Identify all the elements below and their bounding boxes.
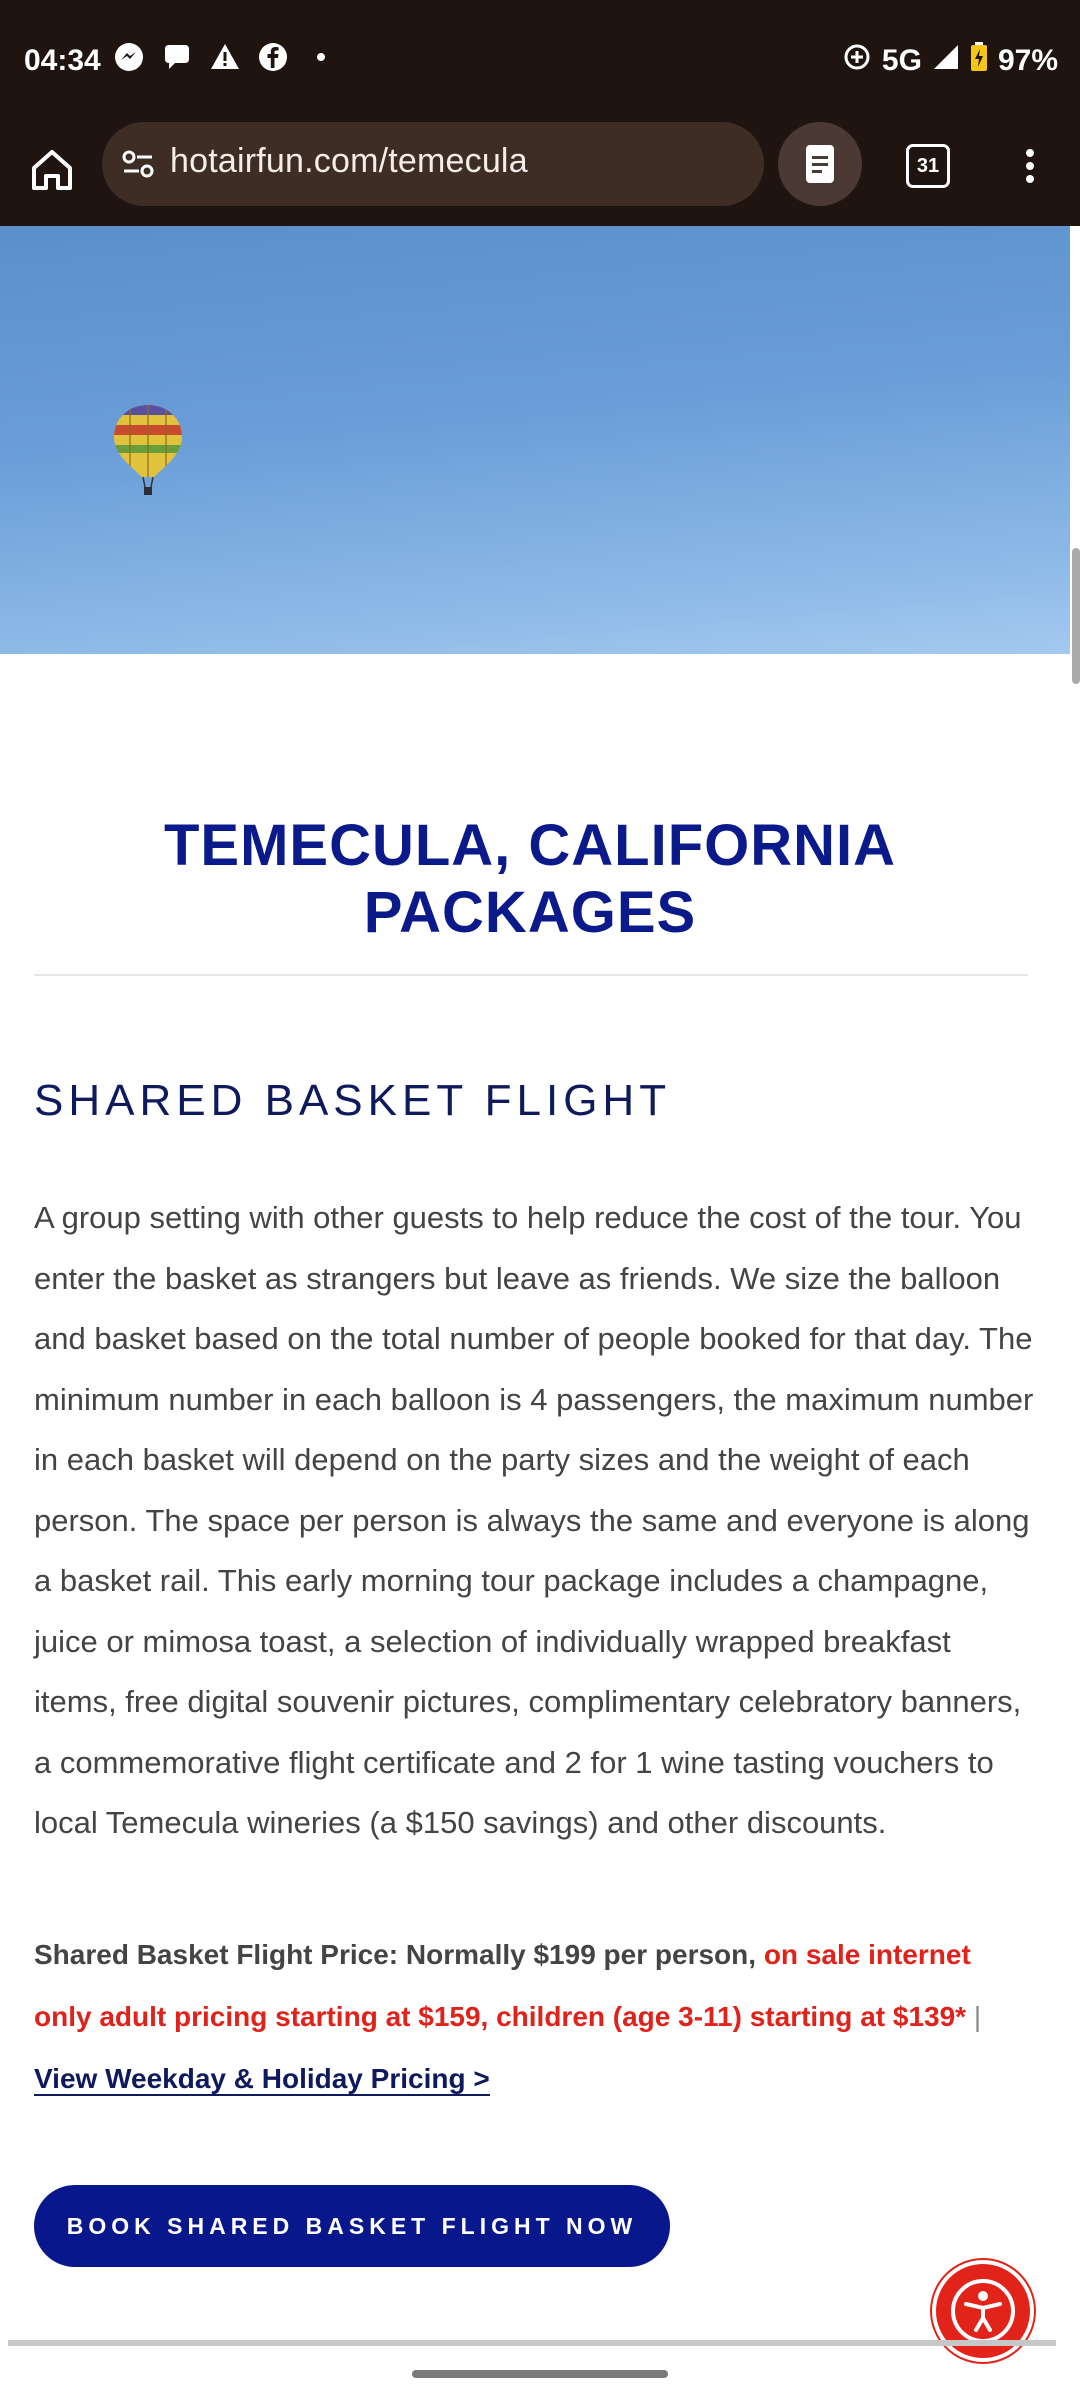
notification-icons bbox=[112, 40, 338, 74]
price-separator: | bbox=[973, 2001, 982, 2032]
chat-icon bbox=[160, 40, 194, 74]
package-description: A group setting with other guests to help reduce the cost of the tour. You enter the basket as strangers but leave as friends. We size the balloon and basket based on the total number of people booked for that day. The minimum number in each balloon is 4 passengers, the maximum number in each basket will depend on the party sizes and the weight of each person. The space per person is always the same and everyone is along a basket rail. This early morning tour package includes a champagne, juice or mimosa toast, a selection of individually wrapped breakfast items, free digital souvenir pictures, complimentary celebratory banners, a commemorative flight certificate and 2 for 1 wine tasting vouchers to local Temecula wineries (a $150 savings) and other discounts. bbox=[34, 1200, 1034, 1840]
more-menu-icon[interactable] bbox=[1016, 146, 1044, 186]
status-bar bbox=[0, 0, 1080, 118]
divider bbox=[34, 974, 1028, 976]
url-text: hotairfun.com/temecula bbox=[170, 142, 528, 180]
page-bottom-border bbox=[8, 2340, 1056, 2346]
status-time: 04:34 bbox=[24, 44, 101, 77]
status-right bbox=[842, 42, 1058, 80]
tab-switcher-button[interactable]: 31 bbox=[906, 144, 950, 188]
dot-icon bbox=[304, 40, 338, 74]
price-sale-text: on sale internet only adult pricing starting at $159, children (age 3-11) starting at $139* bbox=[34, 1939, 971, 2032]
price-info bbox=[34, 1924, 1034, 2110]
home-icon[interactable] bbox=[24, 142, 80, 198]
address-bar[interactable] bbox=[102, 122, 764, 206]
data-saver-icon bbox=[842, 42, 872, 80]
section-title: SHARED BASKET FLIGHT bbox=[34, 1076, 672, 1125]
scrollbar-thumb[interactable] bbox=[1072, 548, 1080, 684]
facebook-icon bbox=[256, 40, 290, 74]
hero-sky-image bbox=[0, 226, 1070, 654]
scrollbar-track[interactable] bbox=[1072, 226, 1080, 2326]
network-label: 5G bbox=[881, 44, 922, 77]
browser-toolbar bbox=[0, 118, 1080, 226]
signal-icon bbox=[932, 43, 960, 79]
alert-icon bbox=[208, 40, 242, 74]
book-shared-flight-button[interactable]: BOOK SHARED BASKET FLIGHT NOW bbox=[34, 2185, 670, 2267]
site-settings-icon[interactable] bbox=[120, 146, 156, 182]
page-title: TEMECULA, CALIFORNIA PACKAGES bbox=[163, 813, 897, 945]
battery-percent: 97% bbox=[997, 44, 1058, 77]
price-normal-text: Shared Basket Flight Price: Normally $199 per person, bbox=[34, 1939, 757, 1970]
weekday-holiday-pricing-link[interactable]: View Weekday & Holiday Pricing > bbox=[34, 2063, 490, 2094]
hot-air-balloon-image bbox=[108, 401, 188, 501]
accessibility-icon[interactable] bbox=[932, 2260, 1034, 2362]
battery-icon bbox=[970, 42, 988, 80]
messenger-icon bbox=[112, 40, 146, 74]
gesture-navigation-bar[interactable] bbox=[412, 2370, 668, 2378]
reader-mode-icon[interactable] bbox=[778, 122, 862, 206]
